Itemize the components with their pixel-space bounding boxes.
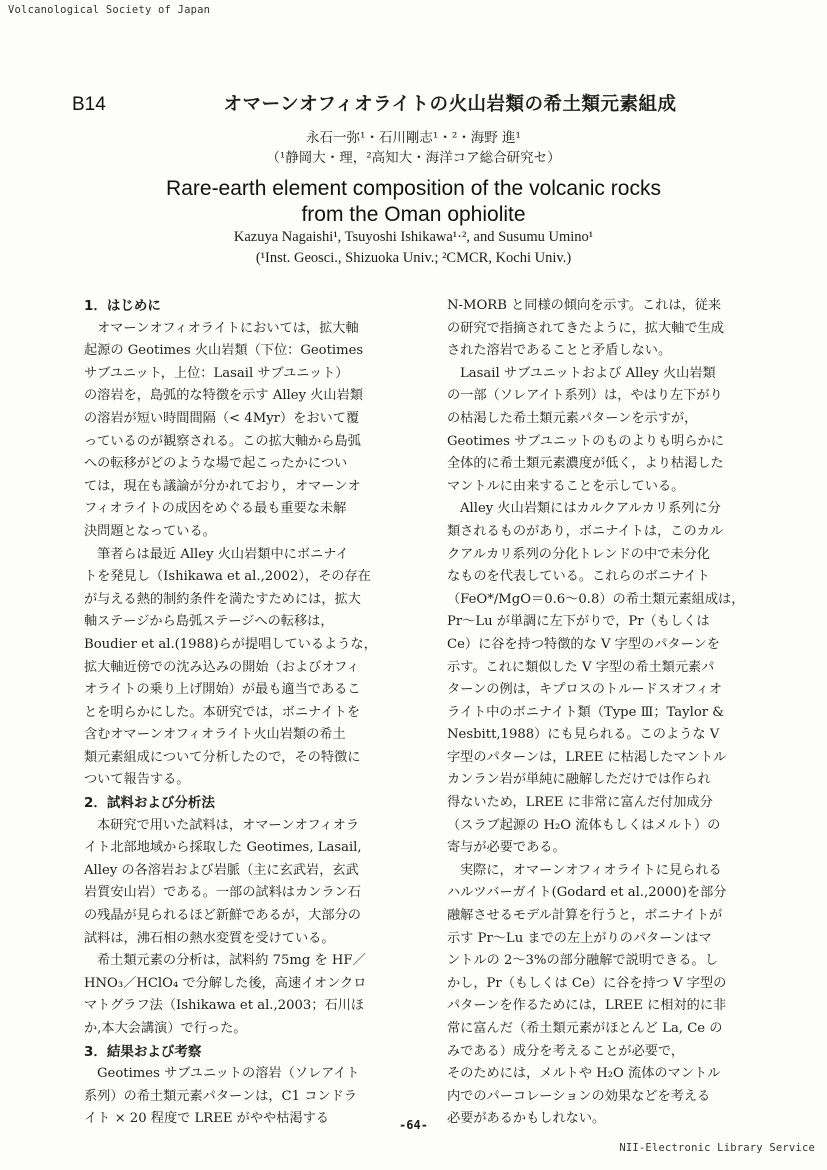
body-text-line: ントルの 2〜3%の部分融解で説明できる。し: [447, 953, 718, 969]
body-text-line: 軸ステージから島弧ステージへの転移は，: [84, 614, 334, 630]
body-text-line: イト北部地域から採取した Geotimes, Lasail,: [84, 840, 362, 856]
title-english-line2: from the Oman ophiolite: [301, 203, 526, 226]
body-text-line: ライト中のボニナイト類（Type Ⅲ；Taylor &: [447, 704, 724, 720]
body-text-line: された溶岩であることと矛盾しない。: [447, 343, 672, 359]
body-text-line: の溶岩が短い時間間隔（< 4Myr）をおいて覆: [84, 410, 360, 426]
left-column: [84, 295, 422, 1131]
title-english: [100, 176, 727, 228]
body-text-line: ては，現在も議論が分かれており，オマーンオ: [84, 478, 361, 494]
body-text-line: サブユニット，上位：Lasail サブユニット）: [84, 365, 349, 381]
body-text-line: マトグラフ法（Ishikawa et al.,2003；石川ほ: [84, 998, 365, 1014]
body-text-line: か,本大会講演）で行った。: [84, 1021, 247, 1036]
body-text-line: オマーンオフィオライトにおいては，拡大軸: [97, 320, 359, 336]
body-text-line: Ce）に谷を持つ特徴的な V 字型のパターンを: [447, 636, 720, 652]
body-text-line: Lasail サブユニットおよび Alley 火山岩類: [460, 365, 716, 381]
affiliation-english: (¹Inst. Geosci., Shizuoka Univ.; ²CMCR, Kochi Univ.): [255, 250, 572, 266]
title-english-line1: Rare-earth element composition of the volcanic rocks: [166, 177, 661, 200]
body-text-line: 系列）の希土類元素パターンは，C1 コンドラ: [84, 1088, 357, 1104]
body-text-line: 得ないため，LREE に非常に富んだ付加成分: [447, 795, 713, 811]
body-text-line: 拡大軸近傍での沈み込みの開始（およびオフィ: [84, 659, 360, 675]
page-number: -64-: [399, 1118, 428, 1132]
body-text-line: への転移がどのような場で起こったかについ: [84, 456, 348, 472]
body-text-line: 起源の Geotimes 火山岩類（下位：Geotimes: [84, 343, 364, 359]
body-text-line: なものを代表している。これらのボニナイト: [447, 569, 710, 585]
body-text-line: N-MORB と同様の傾向を示す。これは，従来: [447, 298, 722, 313]
body-text-line: かし，Pr（もしくは Ce）に谷を持つ V 字型の: [447, 975, 727, 991]
body-text-line: 必要があるかもしれない。: [447, 1111, 606, 1127]
body-text-line: 決問題となっている。: [84, 523, 216, 539]
body-text-line: イト × 20 程度で LREE がやや枯渇する: [84, 1111, 329, 1127]
body-text-line: Geotimes サブユニットのものよりも明らかに: [447, 433, 724, 449]
body-text-line: そのためには，メルトや H₂O 流体のマントル: [447, 1066, 721, 1082]
body-text-line: 字型のパターンは，LREE に枯渇したマントル: [447, 749, 727, 765]
body-text-line: 類元素組成について分析したので，その特徴に: [84, 749, 361, 765]
body-text-line: マントルに由来することを示している。: [447, 478, 685, 494]
body-text-line: 筆者らは最近 Alley 火山岩類中にボニナイ: [97, 546, 349, 562]
body-text-line: クアルカリ系列の分化トレンドの中で未分化: [447, 546, 710, 562]
body-text-line: 含むオマーンオフィオライト火山岩類の希土: [84, 727, 346, 743]
title-japanese: オマーンオフィオライトの火山岩類の希土類元素組成: [223, 94, 677, 115]
body-text-line: 全体的に希土類元素濃度が低く，より枯渇した: [447, 456, 724, 472]
body-text-line: 融解させるモデル計算を行うと，ボニナイトが: [447, 908, 723, 924]
body-text-line: の一部（ソレアイト系列）は，やはり左下がり: [447, 388, 723, 404]
body-text-line: ハルツバーガイト(Godard et al.,2000)を部分: [447, 885, 727, 901]
body-text-line: みである）成分を考えることが必要で，: [447, 1043, 685, 1059]
society-header: Volcanological Society of Japan: [8, 4, 211, 16]
body-text-line: 示す。これに類似した V 字型の希土類元素パ: [447, 659, 715, 675]
body-text-line: 類されるものがあり，ボニナイトは，このカル: [447, 523, 724, 539]
body-text-line: 岩質安山岩）である。一部の試料はカンラン石: [84, 885, 361, 901]
authors-english: Kazuya Nagaishi¹, Tsuyoshi Ishikawa¹·², and Susumu Umino¹: [233, 229, 594, 245]
body-text-line: Alley の各溶岩および岩脈（主に玄武岩，玄武: [84, 862, 359, 878]
right-column: [447, 295, 785, 1131]
section-heading: 2．試料および分析法: [84, 795, 215, 812]
body-text-line: 寄与が必要である。: [447, 840, 566, 856]
body-text-line: 試料は，沸石相の熱水変質を受けている。: [84, 930, 335, 946]
section-heading: 1．はじめに: [84, 298, 161, 314]
body-text-line: （スラブ起源の H₂O 流体もしくはメルト）の: [447, 817, 721, 833]
body-text-line: 内でのパーコレーションの効果などを考える: [447, 1088, 711, 1104]
abstract-code: B14: [72, 94, 106, 115]
body-text-line: ついて報告する。: [84, 772, 190, 788]
body-text-line: HNO₃／HClO₄ で分解した後，高速イオンクロ: [84, 975, 367, 991]
body-text-line: とを明らかにした。本研究では，ボニナイトを: [84, 704, 361, 720]
body-text-line: Alley 火山岩類にはカルクアルカリ系列に分: [460, 501, 721, 517]
body-text-line: の溶岩を，島弧的な特徴を示す Alley 火山岩類: [84, 388, 363, 404]
body-text-line: が与える熱的制約条件を満たすためには，拡大: [84, 591, 361, 607]
nii-service-footer: NII-Electronic Library Service: [619, 1142, 815, 1154]
authors-japanese: 永石一弥¹・石川剛志¹・²・海野 進¹: [306, 130, 521, 146]
body-text-line: Geotimes サブユニットの溶岩（ソレアイト: [97, 1066, 360, 1082]
body-text-line: オライトの乗り上げ開始）が最も適当であるこ: [84, 682, 361, 698]
body-text-line: の研究で指摘されてきたように，拡大軸で生成: [447, 320, 724, 336]
body-text-line: Nesbitt,1988）にも見られる。このような V: [447, 727, 720, 743]
body-text-line: フィオライトの成因をめぐる最も重要な未解: [84, 501, 347, 517]
body-text-line: （FeO*/MgO＝0.6〜0.8）の希土類元素組成は，: [447, 591, 745, 607]
body-text-line: カンラン岩が単純に融解しただけでは作られ: [447, 772, 711, 788]
body-text-line: 常に富んだ（希土類元素がほとんど La, Ce の: [447, 1021, 723, 1036]
body-text-line: っているのが観察される。この拡大軸から島弧: [84, 433, 361, 449]
body-text-line: 希土類元素の分析は，試料約 75mg を HF／: [97, 953, 366, 969]
body-text-line: Pr〜Lu が単調に左下がりで，Pr（もしくは: [447, 614, 710, 630]
affiliation-japanese: （¹静岡大・理，²高知大・海洋コア総合研究セ）: [266, 150, 561, 166]
body-text-line: 示す Pr〜Lu までの左上がりのパターンはマ: [447, 930, 712, 946]
body-text-line: Boudier et al.(1988)らが提唱しているような，: [84, 636, 377, 652]
body-text-line: の残晶が見られるほど新鮮であるが，大部分の: [84, 908, 361, 924]
section-heading: 3．結果および考察: [84, 1043, 202, 1060]
body-text-line: 実際に，オマーンオフィオライトに見られる: [460, 862, 722, 878]
body-text-line: ターンの例は，キプロスのトルードスオフィオ: [447, 682, 723, 698]
body-text-line: パターンを作るためには，LREE に相対的に非: [447, 998, 727, 1014]
body-text-line: トを発見し（Ishikawa et al.,2002），その存在: [84, 569, 371, 585]
body-text-line: 本研究で用いた試料は，オマーンオフィオラ: [97, 817, 360, 833]
body-text-line: の枯渇した希土類元素パターンを示すが，: [447, 410, 698, 426]
